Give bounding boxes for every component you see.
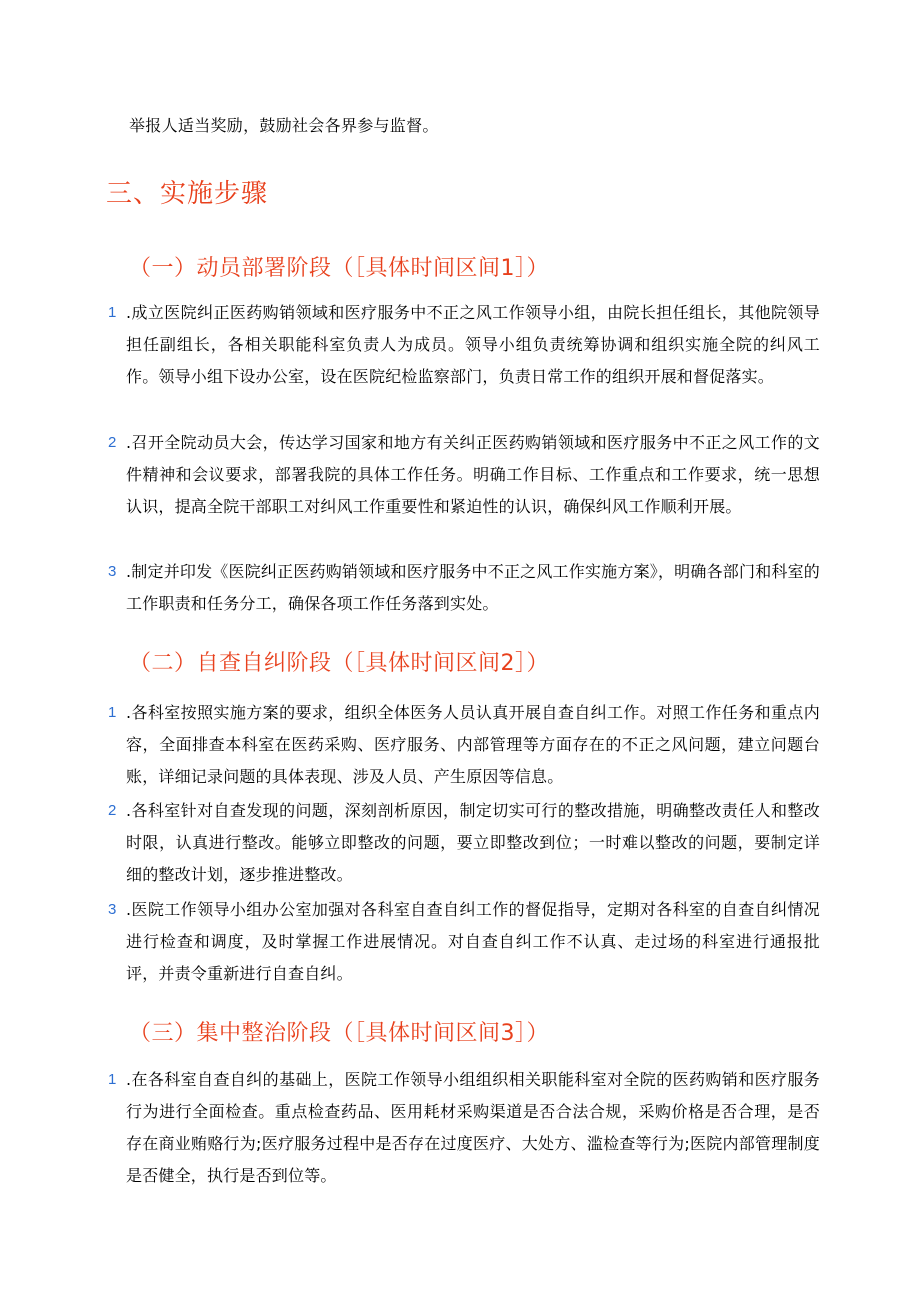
item-number: 2 [108, 434, 117, 451]
item-number: 3 [108, 901, 117, 918]
list-item [108, 894, 820, 990]
intro-text: 举报人适当奖励，鼓励社会各界参与监督。 [129, 116, 439, 135]
item-number: 1 [108, 304, 117, 321]
list-item [108, 1064, 820, 1192]
item-number: 2 [108, 802, 117, 819]
item-text: .召开全院动员大会，传达学习国家和地方有关纠正医药购销领域和医疗服务中不正之风工作的文件精神和会议要求，部署我院的具体工作任务。明确工作目标、工作重点和工作要求，统一思想认识，提高全院干部职工对纠风工作重要性和紧迫性的认识，确保纠风工作顺利开展。 [126, 433, 820, 516]
section-title: 三、实施步骤 [106, 179, 269, 209]
list-item [108, 697, 820, 793]
item-text: .在各科室自查自纠的基础上，医院工作领导小组组织相关职能科室对全院的医药购销和医疗服务行为进行全面检查。重点检查药品、医用耗材采购渠道是否合法合规，采购价格是否合理，是否存在商业贿赂行为;医疗服务过程中是否存在过度医疗、大处方、滥检查等行为;医院内部管理制度是否健全，执行是否到位等。 [126, 1070, 820, 1185]
list-item [108, 795, 820, 891]
list-item [108, 556, 820, 620]
item-number: 1 [108, 1071, 117, 1088]
item-text: .制定并印发《医院纠正医药购销领域和医疗服务中不正之风工作实施方案》，明确各部门和科室的工作职责和任务分工，确保各项工作任务落到实处。 [126, 562, 820, 613]
item-text: .各科室针对自查发现的问题，深刻剖析原因，制定切实可行的整改措施，明确整改责任人和整改时限，认真进行整改。能够立即整改的问题，要立即整改到位；一时难以整改的问题，要制定详细的整改计划，逐步推进整改。 [126, 801, 820, 884]
item-number: 1 [108, 704, 117, 721]
phase-title-2: （二）自查自纠阶段（［具体时间区间2］） [129, 651, 549, 676]
list-item [108, 297, 820, 393]
list-item [108, 427, 820, 523]
item-text: .各科室按照实施方案的要求，组织全体医务人员认真开展自查自纠工作。对照工作任务和重点内容，全面排查本科室在医药采购、医疗服务、内部管理等方面存在的不正之风问题，建立问题台账，详细记录问题的具体表现、涉及人员、产生原因等信息。 [126, 703, 820, 786]
phase-title-3: （三）集中整治阶段（［具体时间区间3］） [129, 1021, 549, 1046]
item-text: .医院工作领导小组办公室加强对各科室自查自纠工作的督促指导，定期对各科室的自查自纠情况进行检查和调度，及时掌握工作进展情况。对自查自纠工作不认真、走过场的科室进行通报批评，并责令重新进行自查自纠。 [126, 900, 820, 983]
item-text: .成立医院纠正医药购销领域和医疗服务中不正之风工作领导小组，由院长担任组长，其他院领导担任副组长，各相关职能科室负责人为成员。领导小组负责统筹协调和组织实施全院的纠风工作。领导小组下设办公室，设在医院纪检监察部门，负责日常工作的组织开展和督促落实。 [126, 303, 820, 386]
item-number: 3 [108, 563, 117, 580]
phase-title-1: （一）动员部署阶段（［具体时间区间1］） [129, 256, 549, 281]
